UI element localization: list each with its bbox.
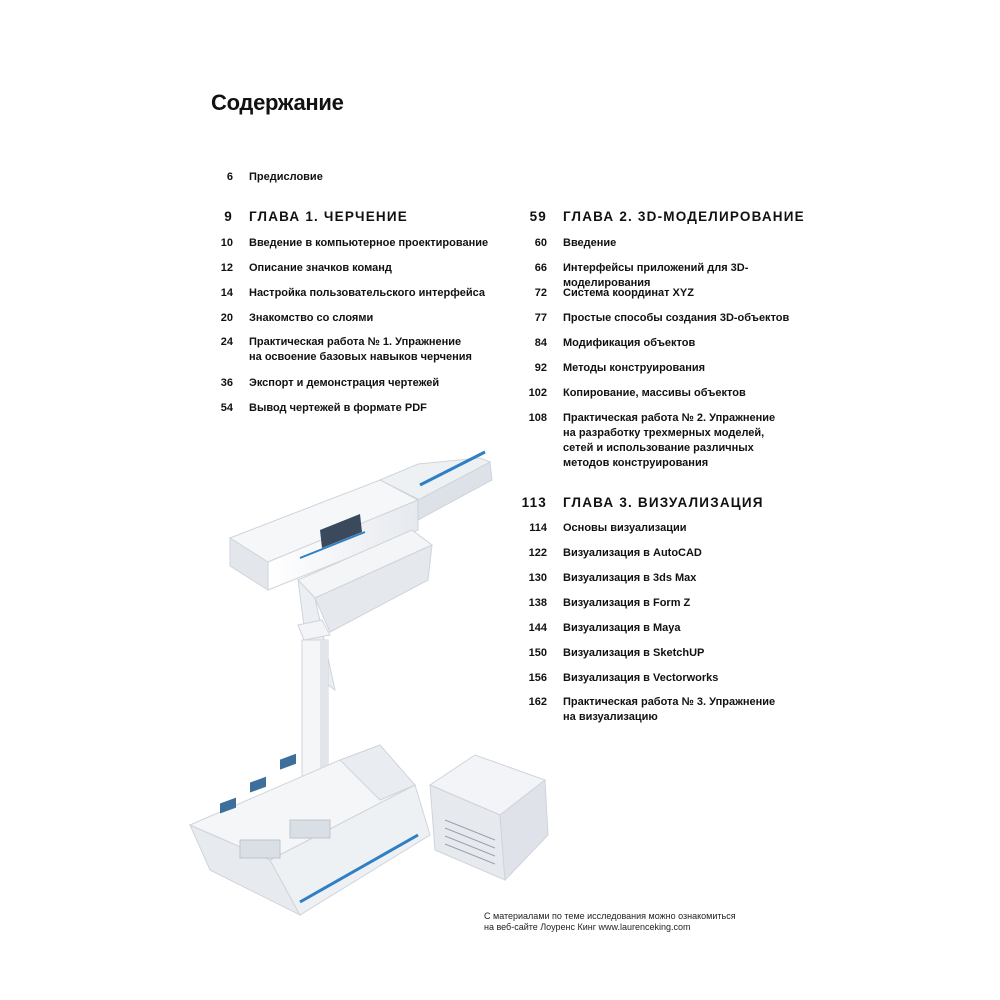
chapter-heading-3[interactable]: [521, 495, 764, 511]
toc-entry[interactable]: [529, 521, 833, 536]
entry-title: Практическая работа № 3. Упражнение на визуализацию: [563, 696, 776, 723]
chapter-heading-1[interactable]: [224, 209, 408, 225]
entry-title: Практическая работа № 2. Упражнение на разработку трехмерных моделей, сетей и использование различных методов конструирования: [563, 412, 776, 469]
page-number: 113: [521, 495, 547, 510]
entry-title: Методы конструирования: [563, 362, 706, 374]
entry-title: Настройка пользовательского интерфейса: [249, 287, 485, 299]
page-number: 9: [224, 209, 233, 224]
toc-entry[interactable]: [528, 546, 833, 561]
toc-entry[interactable]: [220, 401, 519, 416]
toc-entry[interactable]: [534, 336, 833, 351]
entry-title: Введение: [563, 237, 617, 249]
building-model-illustration: [180, 440, 570, 940]
toc-entry-preface[interactable]: [226, 170, 519, 185]
toc-entry[interactable]: [528, 386, 833, 401]
page-number: 144: [528, 622, 547, 634]
page-number: 66: [534, 262, 547, 274]
entry-title: Копирование, массивы объектов: [563, 387, 746, 399]
entry-title: Визуализация в 3ds Max: [563, 572, 697, 584]
page-number: 156: [528, 672, 547, 684]
entry-title: Визуализация в Vectorworks: [563, 672, 719, 684]
entry-title: Система координат XYZ: [563, 287, 694, 299]
page-number: 59: [529, 209, 547, 224]
page-number: 114: [529, 522, 547, 534]
entry-title: Описание значков команд: [249, 262, 392, 274]
page-number: 108: [528, 412, 547, 424]
entry-title: Модификация объектов: [563, 337, 696, 349]
theater-block: [430, 755, 548, 880]
chapter-title: ГЛАВА 2. 3D-МОДЕЛИРОВАНИЕ: [563, 209, 805, 224]
entry-title: Визуализация в SketchUP: [563, 647, 705, 659]
toc-entry[interactable]: [220, 311, 519, 326]
toc-entry[interactable]: [528, 571, 833, 586]
page-number: 12: [220, 262, 233, 274]
entry-title: Предисловие: [249, 171, 323, 183]
chapter-title: ГЛАВА 1. ЧЕРЧЕНИЕ: [249, 209, 408, 224]
entry-title: Визуализация в Form Z: [563, 597, 691, 609]
toc-entry[interactable]: [528, 671, 833, 686]
toc-entry[interactable]: [220, 376, 519, 391]
toc-entry[interactable]: [528, 596, 833, 611]
credit-line-2: на веб-сайте Лоуренс Кинг www.laurenceking.com: [484, 922, 691, 932]
entry-title: Простые способы создания 3D-объектов: [563, 312, 790, 324]
toc-entry[interactable]: [220, 236, 519, 251]
page-number: 138: [528, 597, 547, 609]
page-number: 150: [528, 647, 547, 659]
entry-title: Визуализация в AutoCAD: [563, 547, 702, 559]
toc-entry[interactable]: [528, 621, 833, 636]
chapter-title: ГЛАВА 3. ВИЗУАЛИЗАЦИЯ: [563, 495, 764, 510]
entry-title: Вывод чертежей в формате PDF: [249, 402, 427, 414]
website-credit: [484, 911, 784, 933]
toc-entry[interactable]: [528, 695, 788, 725]
page-number: 10: [220, 237, 233, 249]
page-number: 92: [534, 362, 547, 374]
entry-title: Визуализация в Maya: [563, 622, 681, 634]
toc-entry[interactable]: [534, 361, 833, 376]
toc-entry[interactable]: [534, 311, 833, 326]
entry-title: Введение в компьютерное проектирование: [249, 237, 489, 249]
page-number: 14: [220, 287, 233, 299]
page-number: 84: [534, 337, 547, 349]
page-number: 102: [528, 387, 547, 399]
page-number: 54: [220, 402, 233, 414]
toc-entry[interactable]: [220, 335, 474, 365]
page-number: 60: [534, 237, 547, 249]
page-number: 36: [220, 377, 233, 389]
page-number: 72: [534, 287, 547, 299]
entry-title: Основы визуализации: [563, 522, 687, 534]
toc-entry[interactable]: [220, 261, 519, 276]
page-number: 162: [528, 696, 547, 708]
toc-entry[interactable]: [534, 286, 833, 301]
page-title: Содержание: [211, 90, 344, 115]
page-number: 130: [528, 572, 547, 584]
page-number: 122: [528, 547, 547, 559]
page-number: 77: [534, 312, 547, 324]
page-number: 6: [226, 171, 233, 183]
toc-entry[interactable]: [534, 236, 833, 251]
toc-entry[interactable]: [528, 411, 778, 471]
toc-entry[interactable]: [220, 286, 519, 301]
toc-entry[interactable]: [528, 646, 833, 661]
credit-line-1: С материалами по теме исследования можно ознакомиться: [484, 911, 736, 921]
chapter-heading-2[interactable]: [529, 209, 805, 225]
entry-title: Знакомство со слоями: [249, 312, 374, 324]
entry-title: Практическая работа № 1. Упражнение на освоение базовых навыков черчения: [249, 336, 472, 363]
page-number: 20: [220, 312, 233, 324]
entry-title: Экспорт и демонстрация чертежей: [249, 377, 440, 389]
page-number: 24: [220, 336, 233, 348]
entry-title: Интерфейсы приложений для 3D-моделирования: [563, 262, 749, 289]
